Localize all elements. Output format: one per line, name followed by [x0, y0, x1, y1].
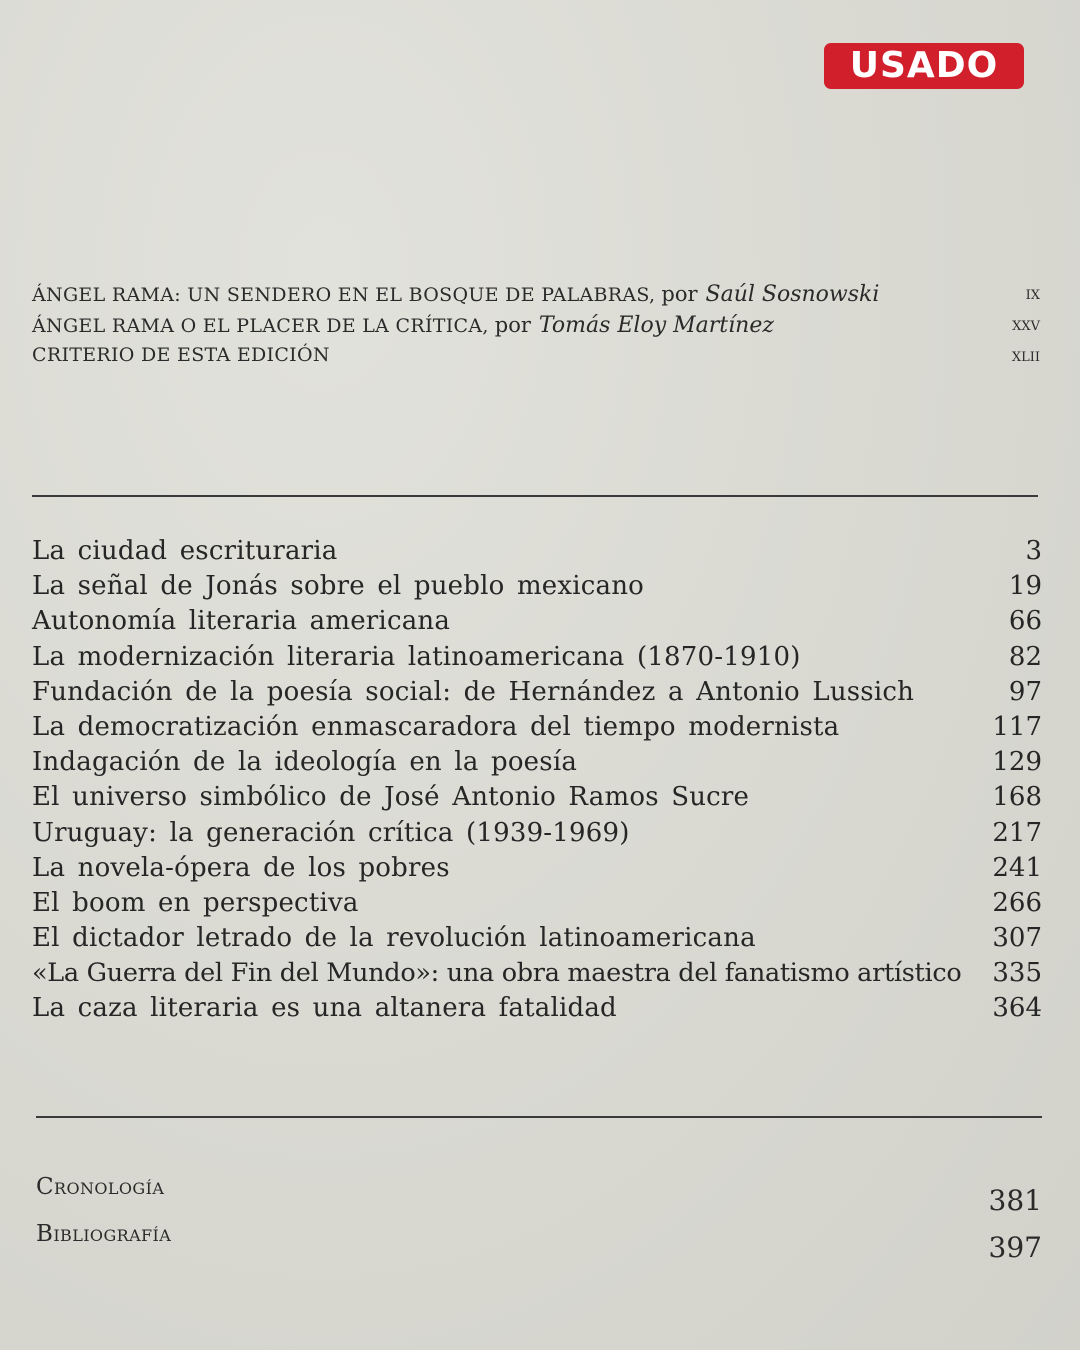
- contents-page: 19: [1008, 571, 1042, 602]
- contents-item[interactable]: [32, 782, 1042, 817]
- back-matter-page: 381: [988, 1184, 1042, 1217]
- front-matter-title: CRITERIO DE ESTA EDICIÓN: [32, 344, 330, 366]
- front-matter-page: xxv: [1012, 313, 1040, 335]
- back-matter-item[interactable]: [36, 1174, 1042, 1221]
- contents-page: 168: [992, 782, 1042, 813]
- back-matter-page: 397: [988, 1231, 1042, 1264]
- contents-title: El dictador letrado de la revolución latinoamericana: [32, 923, 756, 954]
- contents-title: El boom en perspectiva: [32, 887, 359, 918]
- contents-item[interactable]: [32, 853, 1042, 888]
- contents-page: 217: [992, 817, 1042, 848]
- front-matter-por: por: [661, 282, 698, 306]
- contents-title: La ciudad escrituraria: [32, 536, 338, 566]
- contents-title: Indagación de la ideología en la poesía: [32, 747, 578, 778]
- front-matter-title: ÁNGEL RAMA O EL PLACER DE LA CRÍTICA,: [32, 315, 489, 337]
- contents-item[interactable]: [32, 993, 1042, 1028]
- used-badge: USADO: [824, 43, 1024, 89]
- front-matter-title: ÁNGEL RAMA: UN SENDERO EN EL BOSQUE DE PALABRAS,: [32, 284, 656, 306]
- back-matter-list: [36, 1174, 1042, 1268]
- back-matter-title: Cronología: [36, 1174, 165, 1200]
- contents-page: 82: [1008, 641, 1042, 672]
- contents-title: La modernización literaria latinoamericana (1870-1910): [32, 641, 801, 672]
- contents-item[interactable]: [32, 536, 1042, 571]
- contents-title: La novela-ópera de los pobres: [32, 852, 450, 883]
- front-matter-author: Saúl Sosnowski: [705, 282, 880, 307]
- back-matter-item[interactable]: [36, 1221, 1042, 1268]
- front-matter-page: xlii: [1011, 344, 1040, 366]
- contents-list: [32, 536, 1042, 1029]
- contents-page: 117: [992, 711, 1042, 742]
- back-matter-title: Bibliografía: [36, 1221, 172, 1247]
- contents-item[interactable]: [32, 747, 1042, 782]
- contents-item[interactable]: [32, 958, 1042, 993]
- contents-item[interactable]: [32, 818, 1042, 853]
- contents-item[interactable]: [32, 571, 1042, 606]
- front-matter-author: Tomás Eloy Martínez: [538, 313, 774, 338]
- front-matter-por: por: [494, 313, 531, 337]
- front-matter-item[interactable]: [32, 344, 1040, 375]
- contents-page: 307: [992, 923, 1042, 954]
- contents-item[interactable]: [32, 642, 1042, 677]
- contents-item[interactable]: [32, 606, 1042, 641]
- contents-title: Autonomía literaria americana: [32, 606, 451, 637]
- section-divider: [36, 1116, 1042, 1118]
- front-matter-item[interactable]: [32, 282, 1040, 313]
- section-divider: [32, 495, 1038, 497]
- contents-page: 97: [1008, 676, 1042, 707]
- contents-item[interactable]: [32, 923, 1042, 958]
- front-matter-item[interactable]: [32, 313, 1040, 344]
- contents-item[interactable]: [32, 712, 1042, 747]
- contents-title: El universo simbólico de José Antonio Ramos Sucre: [32, 782, 750, 813]
- contents-title: La caza literaria es una altanera fatalidad: [32, 993, 617, 1024]
- contents-page: 3: [1025, 536, 1042, 566]
- contents-title: La señal de Jonás sobre el pueblo mexicano: [32, 571, 645, 602]
- contents-page: 266: [992, 887, 1042, 918]
- contents-page: 241: [992, 852, 1042, 883]
- contents-item[interactable]: [32, 888, 1042, 923]
- contents-title: Uruguay: la generación crítica (1939-1969): [32, 817, 630, 848]
- contents-page: 66: [1008, 606, 1042, 637]
- contents-title: Fundación de la poesía social: de Hernández a Antonio Lussich: [32, 676, 915, 707]
- front-matter-page: ix: [1025, 282, 1040, 304]
- contents-title: La democratización enmascaradora del tiempo modernista: [32, 711, 840, 742]
- contents-page: 335: [992, 958, 1042, 989]
- contents-page: 129: [992, 747, 1042, 778]
- contents-title: «La Guerra del Fin del Mundo»: una obra maestra del fanatismo artístico: [32, 958, 962, 989]
- front-matter-list: [32, 282, 1040, 375]
- contents-page: 364: [992, 993, 1042, 1024]
- contents-item[interactable]: [32, 677, 1042, 712]
